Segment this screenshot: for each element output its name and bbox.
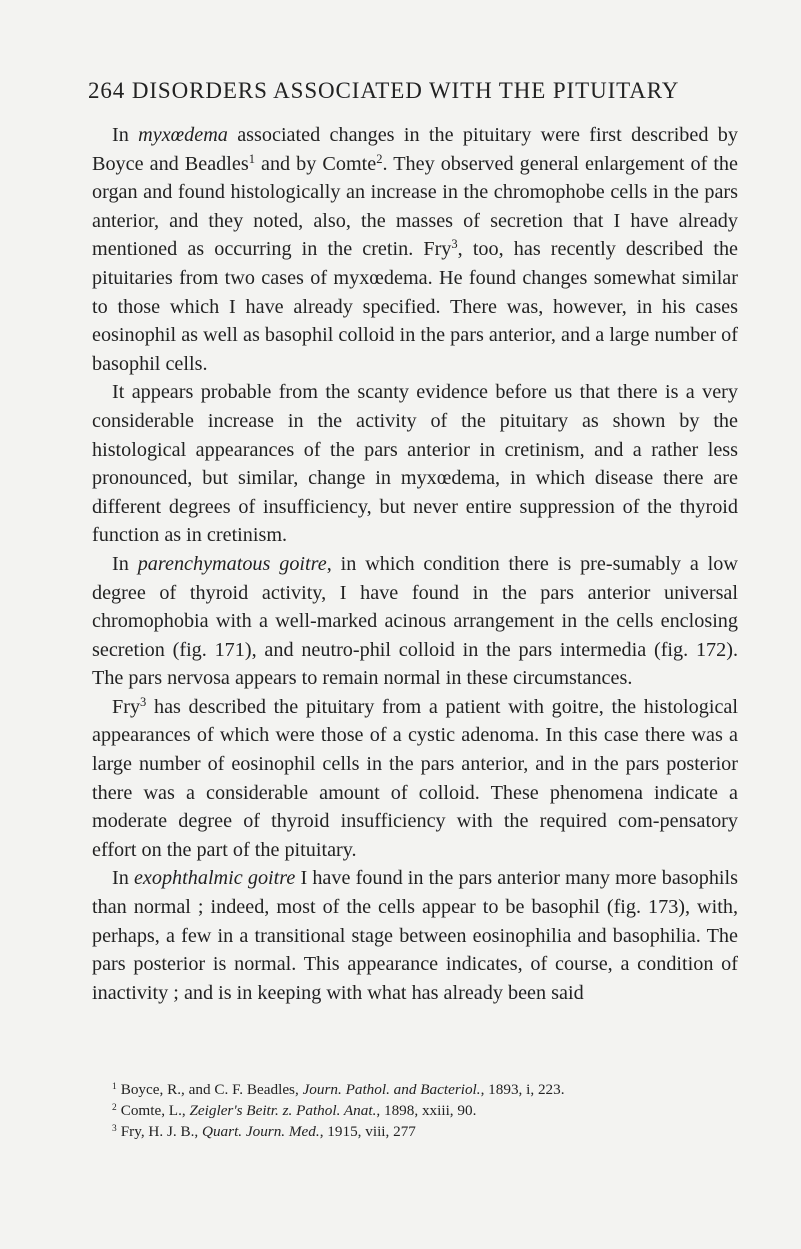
journal-title: Quart. Journ. Med. [202,1123,320,1140]
text-run: I have found in the pars anterior many more basophils than normal ; indeed, most of the cells appear to be basophil (fig. 173), with, perhaps, a few in a transitional stage between eosinophilia and basophilia. The pars posterior is normal. This appearance indicates, of course, a condition of inactivity ; and is in keeping with what has already been said [92,867,738,1004]
footnote-mark: 1 [112,1081,117,1092]
paragraph-fry-goitre [92,693,738,865]
italic-term: myxœdema [138,124,228,146]
text-run: and by Comte [254,152,377,175]
paragraph-myxoedema [92,121,738,378]
text-run: has described the pituitary from a patient with goitre, the histological appearances of which were those of a cystic adenoma. In this case there was a large number of eosinophil cells in the pars anterior, and in the pars posterior there was a considerable amount of colloid. These phenomena indicate a moderate degree of thyroid insufficiency with the required com-pensatory effort on the part of the pituitary. [92,695,738,861]
footnote-text: Fry, H. J. B., [120,1123,202,1140]
footnote-mark: 2 [112,1102,117,1113]
footnote-ref: 3 [140,695,147,709]
footnote-text: , 1893, i, 223. [480,1081,565,1098]
footnote-ref: 1 [248,151,255,166]
footnote-1 [112,1079,752,1100]
text-run: In [112,867,134,890]
italic-term: parenchymatous goitre [137,552,327,575]
journal-title: Zeigler's Beitr. z. Pathol. Anat. [189,1102,377,1119]
footnote-text: , 1915, viii, 277 [319,1123,416,1140]
text-run: , in which condition there is pre-sumably a low degree of thyroid activity, I have found in the pars anterior universal chromophobia with a well-marked acinous arrangement in the cells enclosing secretion (fig. 171), and neutro-phil colloid in the pars intermedia (fig. 172). The pars nervosa appears to remain normal in these circumstances. [92,552,738,690]
page-number: 264 [88,78,126,103]
footnote-ref: 3 [451,237,458,252]
footnote-text: Boyce, R., and C. F. Beadles, [120,1081,303,1098]
journal-title: Journ. Pathol. and Bacteriol. [302,1081,481,1098]
running-head-title: DISORDERS ASSOCIATED WITH THE PITUITARY [131,78,680,103]
paragraph-exophthalmic-goitre [92,864,738,1007]
footnote-ref: 2 [376,151,383,166]
footnote-text: , 1898, xxiii, 90. [376,1102,477,1119]
footnote-mark: 3 [112,1123,117,1134]
text-run: Fry [112,695,141,718]
footnote-3 [112,1121,752,1142]
running-header [88,78,738,104]
text-run: In [112,552,138,575]
body-text [92,121,738,1007]
paragraph-parenchymatous-goitre [92,550,738,693]
text-run: , too, has recently described the pituitaries from two cases of myxœdema. He found changes somewhat similar to those which I have already specified. There was, however, in his cases eosinophil as well as basophil colloid in the pars anterior, and a large number of basophil cells. [92,238,738,375]
paragraph-evidence: It appears probable from the scanty evidence before us that there is a very considerable increase in the activity of the pituitary as shown by the histological appearances of the pars anterior in cretinism, and a rather less pronounced, but similar, change in myxœdema, in which disease there are different degrees of insufficiency, but never entire suppression of the thyroid function as in cretinism. [92,381,738,547]
footnote-text: Comte, L., [120,1102,190,1119]
italic-term: exophthalmic goitre [133,867,296,890]
footnotes [112,1079,752,1142]
text-run: . They observed general enlargement of the organ and found histologically an increase in the chromophobe cells in the pars anterior, and they noted, also, the masses of secretion that I have already mentioned as occurring in the cretin. Fry [92,152,738,261]
text-run: associated changes in the pituitary were first described by Boyce and Beadles [92,124,738,175]
footnote-2 [112,1100,752,1121]
text-run: In [112,124,139,146]
